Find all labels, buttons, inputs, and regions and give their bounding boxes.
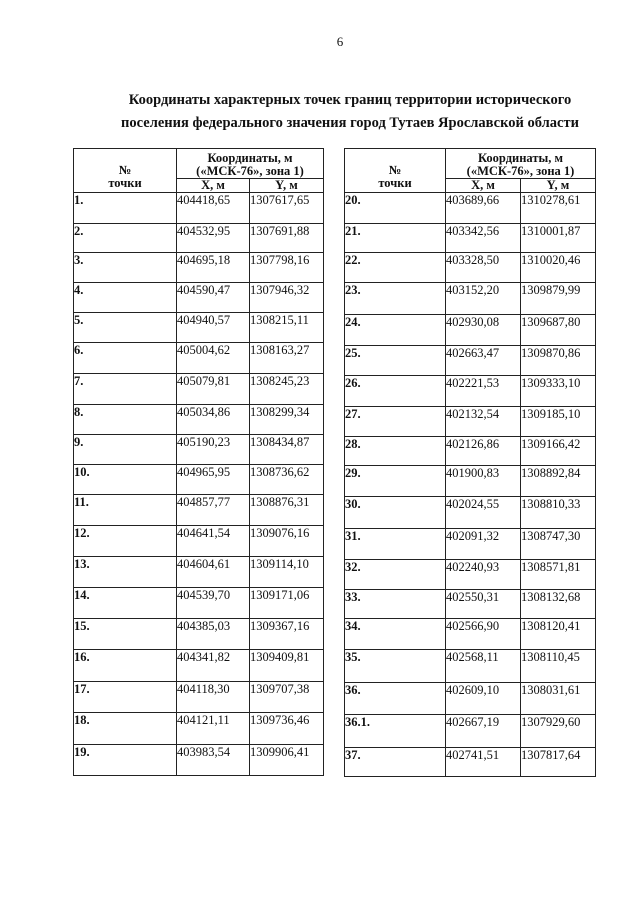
x-coordinate: 404539,70 xyxy=(177,588,250,619)
point-number: 33. xyxy=(345,590,446,619)
document-title xyxy=(60,89,640,135)
point-number-header xyxy=(345,149,446,193)
point-number: 36. xyxy=(345,683,446,715)
y-coordinate: 1308892,84 xyxy=(521,466,596,497)
point-number: 5. xyxy=(74,313,177,343)
page-number: 6 xyxy=(336,34,344,49)
table-row xyxy=(74,557,324,588)
x-coordinate: 403983,54 xyxy=(177,745,250,776)
y-coordinate: 1308163,27 xyxy=(250,343,324,374)
y-coordinate: 1309171,06 xyxy=(250,588,324,619)
y-coordinate: 1309076,16 xyxy=(250,526,324,557)
point-number: 4. xyxy=(74,283,177,313)
x-coordinate: 404385,03 xyxy=(177,619,250,650)
point-number: 1. xyxy=(74,193,177,224)
table-row xyxy=(74,495,324,526)
y-coordinate: 1308299,34 xyxy=(250,405,324,435)
table-row xyxy=(74,253,324,283)
x-coordinate: 404418,65 xyxy=(177,193,250,224)
table-row xyxy=(74,343,324,374)
point-number: 3. xyxy=(74,253,177,283)
point-number: 6. xyxy=(74,343,177,374)
x-coordinate: 402609,10 xyxy=(446,683,521,715)
y-coordinate: 1309707,38 xyxy=(250,682,324,713)
y-coordinate: 1309906,41 xyxy=(250,745,324,776)
y-coordinate: 1310278,61 xyxy=(521,193,596,224)
x-coordinate: 402550,31 xyxy=(446,590,521,619)
y-coordinate: 1307691,88 xyxy=(250,224,324,253)
coordinates-header xyxy=(446,149,596,179)
y-coordinate: 1309409,81 xyxy=(250,650,324,682)
table-row xyxy=(74,588,324,619)
y-coordinate: 1308120,41 xyxy=(521,619,596,650)
y-coordinate: 1308031,61 xyxy=(521,683,596,715)
y-coordinate: 1308747,30 xyxy=(521,529,596,560)
point-number: 9. xyxy=(74,435,177,465)
coordinates-label: Координаты, м xyxy=(477,151,564,165)
x-coordinate: 404118,30 xyxy=(177,682,250,713)
x-coordinate: 402024,55 xyxy=(446,497,521,529)
x-coordinate: 404604,61 xyxy=(177,557,250,588)
y-coordinate: 1308810,33 xyxy=(521,497,596,529)
y-coordinate: 1309114,10 xyxy=(250,557,324,588)
point-number: 21. xyxy=(345,224,446,253)
point-number: 32. xyxy=(345,560,446,590)
table-row xyxy=(345,619,596,650)
table-row xyxy=(74,682,324,713)
y-coordinate: 1308215,11 xyxy=(250,313,324,343)
point-number: 18. xyxy=(74,713,177,745)
point-number: 2. xyxy=(74,224,177,253)
x-coordinate: 402568,11 xyxy=(446,650,521,683)
y-header: Y, м xyxy=(521,179,596,193)
x-coordinate: 404121,11 xyxy=(177,713,250,745)
title-line-1: Координаты характерных точек границ территории исторического xyxy=(128,92,572,108)
point-number: 13. xyxy=(74,557,177,588)
y-coordinate: 1309736,46 xyxy=(250,713,324,745)
y-coordinate: 1309185,10 xyxy=(521,407,596,437)
table-row xyxy=(345,224,596,253)
x-coordinate: 402240,93 xyxy=(446,560,521,590)
table-row xyxy=(345,283,596,315)
y-coordinate: 1309166,42 xyxy=(521,437,596,466)
point-number: 26. xyxy=(345,376,446,407)
table-row xyxy=(345,715,596,748)
no-sign: № xyxy=(118,163,132,177)
x-coordinate: 403342,56 xyxy=(446,224,521,253)
point-number: 29. xyxy=(345,466,446,497)
y-coordinate: 1310001,87 xyxy=(521,224,596,253)
y-coordinate: 1309879,99 xyxy=(521,283,596,315)
table-row xyxy=(345,376,596,407)
x-coordinate: 402663,47 xyxy=(446,346,521,376)
table-row xyxy=(345,529,596,560)
coordinates-header xyxy=(177,149,324,179)
x-coordinate: 405190,23 xyxy=(177,435,250,465)
coordinate-system-label: («МСК-76», зона 1) xyxy=(196,164,304,178)
x-coordinate: 402566,90 xyxy=(446,619,521,650)
x-coordinate: 402126,86 xyxy=(446,437,521,466)
point-number: 11. xyxy=(74,495,177,526)
point-number: 31. xyxy=(345,529,446,560)
table-row xyxy=(74,435,324,465)
table-row xyxy=(345,407,596,437)
table-row xyxy=(74,619,324,650)
y-coordinate: 1308434,87 xyxy=(250,435,324,465)
table-row xyxy=(74,193,324,224)
table-row xyxy=(74,283,324,313)
y-coordinate: 1308245,23 xyxy=(250,374,324,405)
point-number: 37. xyxy=(345,748,446,777)
x-coordinate: 402930,08 xyxy=(446,315,521,346)
x-coordinate: 404940,57 xyxy=(177,313,250,343)
x-coordinate: 402741,51 xyxy=(446,748,521,777)
point-number: 36.1. xyxy=(345,715,446,748)
x-coordinate: 404590,47 xyxy=(177,283,250,313)
table-row xyxy=(345,437,596,466)
y-coordinate: 1307817,64 xyxy=(521,748,596,777)
y-coordinate: 1308132,68 xyxy=(521,590,596,619)
y-coordinate: 1307798,16 xyxy=(250,253,324,283)
point-number: 10. xyxy=(74,465,177,495)
point-number: 23. xyxy=(345,283,446,315)
y-coordinate: 1309687,80 xyxy=(521,315,596,346)
y-header: Y, м xyxy=(250,179,324,193)
point-number: 16. xyxy=(74,650,177,682)
table-row xyxy=(345,497,596,529)
point-number: 30. xyxy=(345,497,446,529)
table-row xyxy=(74,374,324,405)
table-row xyxy=(74,650,324,682)
x-coordinate: 402667,19 xyxy=(446,715,521,748)
point-number: 28. xyxy=(345,437,446,466)
point-number: 17. xyxy=(74,682,177,713)
point-label: точки xyxy=(108,176,142,190)
table-row xyxy=(345,650,596,683)
x-coordinate: 404857,77 xyxy=(177,495,250,526)
table-row xyxy=(74,526,324,557)
point-number: 14. xyxy=(74,588,177,619)
table-row xyxy=(345,560,596,590)
table-row xyxy=(74,713,324,745)
x-coordinate: 403689,66 xyxy=(446,193,521,224)
table-row xyxy=(345,466,596,497)
y-coordinate: 1308110,45 xyxy=(521,650,596,683)
table-row xyxy=(74,313,324,343)
x-coordinate: 404341,82 xyxy=(177,650,250,682)
x-coordinate: 404532,95 xyxy=(177,224,250,253)
table-row xyxy=(345,683,596,715)
coordinates-table-left xyxy=(73,148,324,776)
point-number-header xyxy=(74,149,177,193)
y-coordinate: 1308876,31 xyxy=(250,495,324,526)
y-coordinate: 1309367,16 xyxy=(250,619,324,650)
x-coordinate: 404965,95 xyxy=(177,465,250,495)
x-coordinate: 403152,20 xyxy=(446,283,521,315)
table-row xyxy=(74,224,324,253)
table-row xyxy=(74,465,324,495)
y-coordinate: 1307946,32 xyxy=(250,283,324,313)
x-coordinate: 403328,50 xyxy=(446,253,521,283)
point-number: 34. xyxy=(345,619,446,650)
x-coordinate: 404695,18 xyxy=(177,253,250,283)
table-row xyxy=(345,590,596,619)
y-coordinate: 1309333,10 xyxy=(521,376,596,407)
table-row xyxy=(345,346,596,376)
table-row xyxy=(74,745,324,776)
x-coordinate: 405034,86 xyxy=(177,405,250,435)
point-number: 19. xyxy=(74,745,177,776)
y-coordinate: 1310020,46 xyxy=(521,253,596,283)
x-coordinate: 405004,62 xyxy=(177,343,250,374)
y-coordinate: 1307617,65 xyxy=(250,193,324,224)
point-number: 15. xyxy=(74,619,177,650)
y-coordinate: 1308571,81 xyxy=(521,560,596,590)
x-header: X, м xyxy=(177,179,250,193)
y-coordinate: 1309870,86 xyxy=(521,346,596,376)
point-number: 20. xyxy=(345,193,446,224)
table-row xyxy=(345,315,596,346)
point-number: 22. xyxy=(345,253,446,283)
x-coordinate: 402132,54 xyxy=(446,407,521,437)
coordinate-system-label: («МСК-76», зона 1) xyxy=(466,164,575,178)
x-coordinate: 404641,54 xyxy=(177,526,250,557)
point-number: 12. xyxy=(74,526,177,557)
x-coordinate: 402221,53 xyxy=(446,376,521,407)
x-coordinate: 405079,81 xyxy=(177,374,250,405)
x-header: X, м xyxy=(446,179,521,193)
coordinates-label: Координаты, м xyxy=(207,151,293,165)
y-coordinate: 1308736,62 xyxy=(250,465,324,495)
no-sign: № xyxy=(388,163,402,177)
x-coordinate: 402091,32 xyxy=(446,529,521,560)
point-number: 35. xyxy=(345,650,446,683)
point-number: 25. xyxy=(345,346,446,376)
table-row xyxy=(74,405,324,435)
point-number: 8. xyxy=(74,405,177,435)
table-row xyxy=(345,253,596,283)
point-number: 24. xyxy=(345,315,446,346)
table-row xyxy=(345,748,596,777)
point-number: 27. xyxy=(345,407,446,437)
y-coordinate: 1307929,60 xyxy=(521,715,596,748)
table-row xyxy=(345,193,596,224)
point-number: 7. xyxy=(74,374,177,405)
title-line-2: поселения федерального значения город Тутаев Ярославской области xyxy=(121,115,579,131)
point-label: точки xyxy=(378,176,412,190)
coordinates-table-right xyxy=(344,148,596,777)
x-coordinate: 401900,83 xyxy=(446,466,521,497)
